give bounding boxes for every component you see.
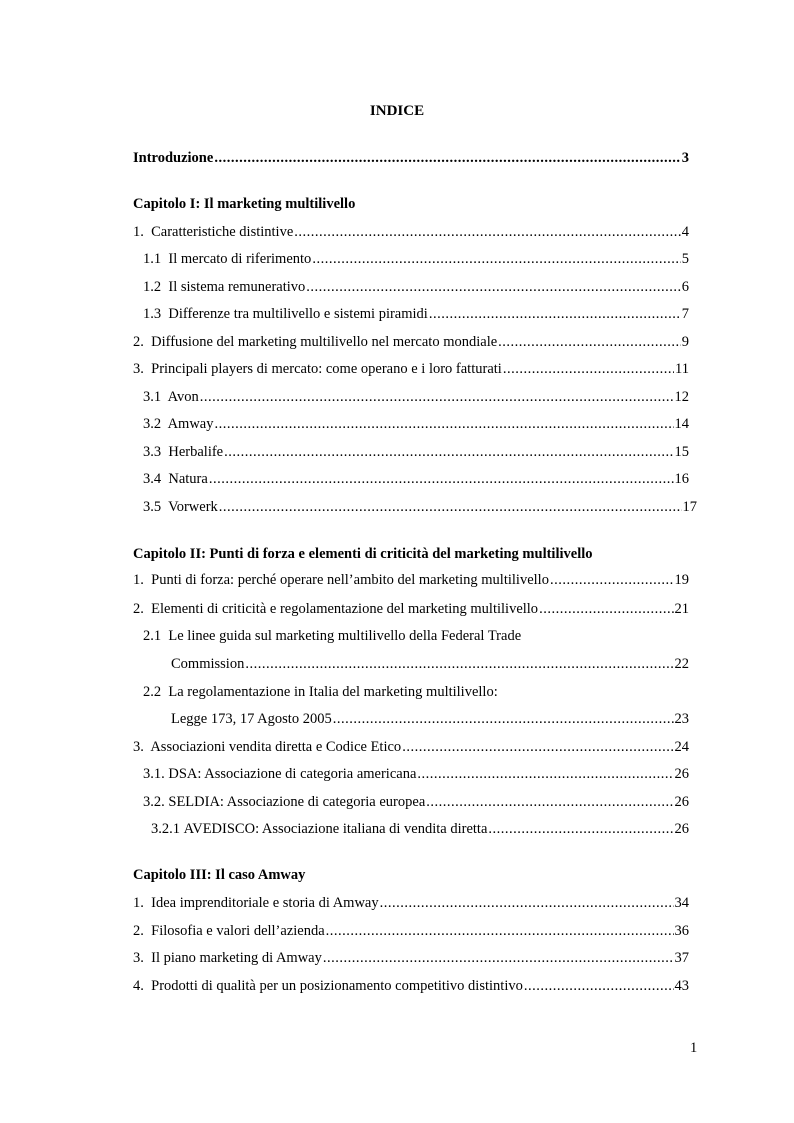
toc-entry-1-1-2[interactable] <box>143 277 689 297</box>
toc-entry-label: 1.1 Il mercato di riferimento <box>143 251 312 267</box>
toc-entry-label: 3.4 Natura <box>143 471 208 487</box>
toc-entry-label: 3.1 Avon <box>143 389 199 405</box>
chapter-heading-3: Capitolo III: Il caso Amway <box>133 867 306 883</box>
toc-page-number: 4 <box>681 224 689 240</box>
toc-page-number: 7 <box>681 306 689 322</box>
toc-entry-2-3-2[interactable] <box>143 792 689 812</box>
toc-entry-label: 3. Il piano marketing di Amway <box>133 950 322 966</box>
toc-leader-dots <box>402 737 673 757</box>
toc-entry-2-2-1-line1[interactable]: 2.1 Le linee guida sul marketing multilivello della Federal Trade <box>143 628 522 644</box>
toc-entry-label: 3.2. SELDIA: Associazione di categoria europea <box>143 794 426 810</box>
toc-page-number: 24 <box>674 739 689 755</box>
toc-entry-3-4[interactable] <box>133 976 689 996</box>
toc-leader-dots <box>294 222 680 242</box>
toc-page-number: 43 <box>674 978 689 994</box>
toc-entry-1-1-3[interactable] <box>143 304 689 324</box>
toc-leader-dots <box>333 709 674 729</box>
toc-page-number: 26 <box>674 821 689 837</box>
toc-entry-2-2-1[interactable] <box>171 654 689 674</box>
toc-entry-label: 3.2 Amway <box>143 416 214 432</box>
toc-entry-1-3[interactable] <box>133 359 689 379</box>
toc-entry-2-1[interactable] <box>133 570 689 590</box>
toc-entry-label: 1.3 Differenze tra multilivello e sistemi piramidi <box>143 306 428 322</box>
toc-entry-1-1[interactable] <box>133 222 689 242</box>
toc-page-number: 14 <box>674 416 689 432</box>
toc-entry-label: 1. Punti di forza: perché operare nell’ambito del marketing multilivello <box>133 572 549 588</box>
toc-entry-label: Introduzione <box>133 150 214 166</box>
toc-entry-3-2[interactable] <box>133 921 689 941</box>
toc-leader-dots <box>323 948 674 968</box>
toc-page-number: 12 <box>674 389 689 405</box>
toc-page-number: 23 <box>674 711 689 727</box>
toc-entry-1-1-1[interactable] <box>143 249 689 269</box>
toc-entry-label: 3.3 Herbalife <box>143 444 224 460</box>
toc-entry-2-3-1[interactable] <box>143 764 689 784</box>
toc-leader-dots <box>209 469 674 489</box>
toc-leader-dots <box>306 277 680 297</box>
toc-entry-2-3-2-1[interactable] <box>151 819 689 839</box>
toc-entry-label: 1.2 Il sistema remunerativo <box>143 279 306 295</box>
chapter-heading-1: Capitolo I: Il marketing multilivello <box>133 196 356 212</box>
toc-entry-label: 3.5 Vorwerk <box>143 499 218 515</box>
toc-entry-label: 2. Filosofia e valori dell’azienda <box>133 923 325 939</box>
toc-page-number: 22 <box>674 656 689 672</box>
toc-page-number: 15 <box>674 444 689 460</box>
toc-leader-dots <box>429 304 681 324</box>
toc-leader-dots <box>224 442 673 462</box>
toc-entry-2-2-2[interactable] <box>171 709 689 729</box>
toc-leader-dots <box>488 819 673 839</box>
toc-entry-label: Legge 173, 17 Agosto 2005 <box>171 711 332 727</box>
toc-page-number: 16 <box>674 471 689 487</box>
page-number: 1 <box>690 1040 698 1056</box>
toc-page-number: 19 <box>674 572 689 588</box>
toc-entry-label: 4. Prodotti di qualità per un posizionamento competitivo distintivo <box>133 978 523 994</box>
toc-leader-dots <box>214 148 680 168</box>
toc-leader-dots <box>200 387 674 407</box>
toc-entry-label: 3.1. DSA: Associazione di categoria americana <box>143 766 417 782</box>
toc-entry-label: 1. Caratteristiche distintive <box>133 224 294 240</box>
toc-leader-dots <box>215 414 674 434</box>
toc-entry-label: 1. Idea imprenditoriale e storia di Amway <box>133 895 379 911</box>
toc-entry-label: 3. Principali players di mercato: come operano e i loro fatturati <box>133 361 502 377</box>
toc-leader-dots <box>219 497 682 517</box>
toc-leader-dots <box>524 976 674 996</box>
toc-leader-dots <box>539 599 673 619</box>
toc-leader-dots <box>426 792 673 812</box>
toc-entry-3-3[interactable] <box>133 948 689 968</box>
toc-page-number: 9 <box>681 334 689 350</box>
toc-entry-2-2-2-line1[interactable]: 2.2 La regolamentazione in Italia del marketing multilivello: <box>143 684 498 700</box>
toc-page-number: 21 <box>674 601 689 617</box>
toc-leader-dots <box>503 359 674 379</box>
toc-entry-label: Commission <box>171 656 245 672</box>
toc-leader-dots <box>498 332 681 352</box>
toc-page-number: 36 <box>674 923 689 939</box>
toc-page-number: 17 <box>682 499 697 515</box>
toc-page-number: 26 <box>674 794 689 810</box>
toc-page-number: 26 <box>674 766 689 782</box>
chapter-heading-2: Capitolo II: Punti di forza e elementi di criticità del marketing multilivello <box>133 546 593 562</box>
toc-page-number: 5 <box>681 251 689 267</box>
toc-leader-dots <box>312 249 680 269</box>
toc-leader-dots <box>550 570 674 590</box>
toc-leader-dots <box>245 654 673 674</box>
toc-entry-1-3-4[interactable] <box>143 469 689 489</box>
toc-entry-2-3[interactable] <box>133 737 689 757</box>
toc-leader-dots <box>417 764 673 784</box>
toc-entry-2-2[interactable] <box>133 599 689 619</box>
toc-page-number: 37 <box>674 950 689 966</box>
toc-entry-1-2[interactable] <box>133 332 689 352</box>
toc-page-number: 11 <box>675 361 689 377</box>
toc-entry-introduzione[interactable] <box>133 148 689 168</box>
toc-entry-label: 3. Associazioni vendita diretta e Codice Etico <box>133 739 402 755</box>
toc-entry-1-3-2[interactable] <box>143 414 689 434</box>
toc-page-number: 34 <box>674 895 689 911</box>
toc-entry-label: 2. Elementi di criticità e regolamentazione del marketing multilivello <box>133 601 539 617</box>
toc-page-number: 3 <box>681 150 689 166</box>
toc-entry-label: 2. Diffusione del marketing multilivello nel mercato mondiale <box>133 334 498 350</box>
toc-page-number: 6 <box>681 279 689 295</box>
toc-leader-dots <box>326 921 674 941</box>
toc-entry-1-3-3[interactable] <box>143 442 689 462</box>
toc-entry-label: 3.2.1 AVEDISCO: Associazione italiana di vendita diretta <box>151 821 488 837</box>
toc-leader-dots <box>380 893 674 913</box>
toc-entry-3-1[interactable] <box>133 893 689 913</box>
toc-entry-1-3-1[interactable] <box>143 387 689 407</box>
toc-entry-1-3-5[interactable] <box>143 497 697 517</box>
page-title: INDICE <box>369 103 425 119</box>
